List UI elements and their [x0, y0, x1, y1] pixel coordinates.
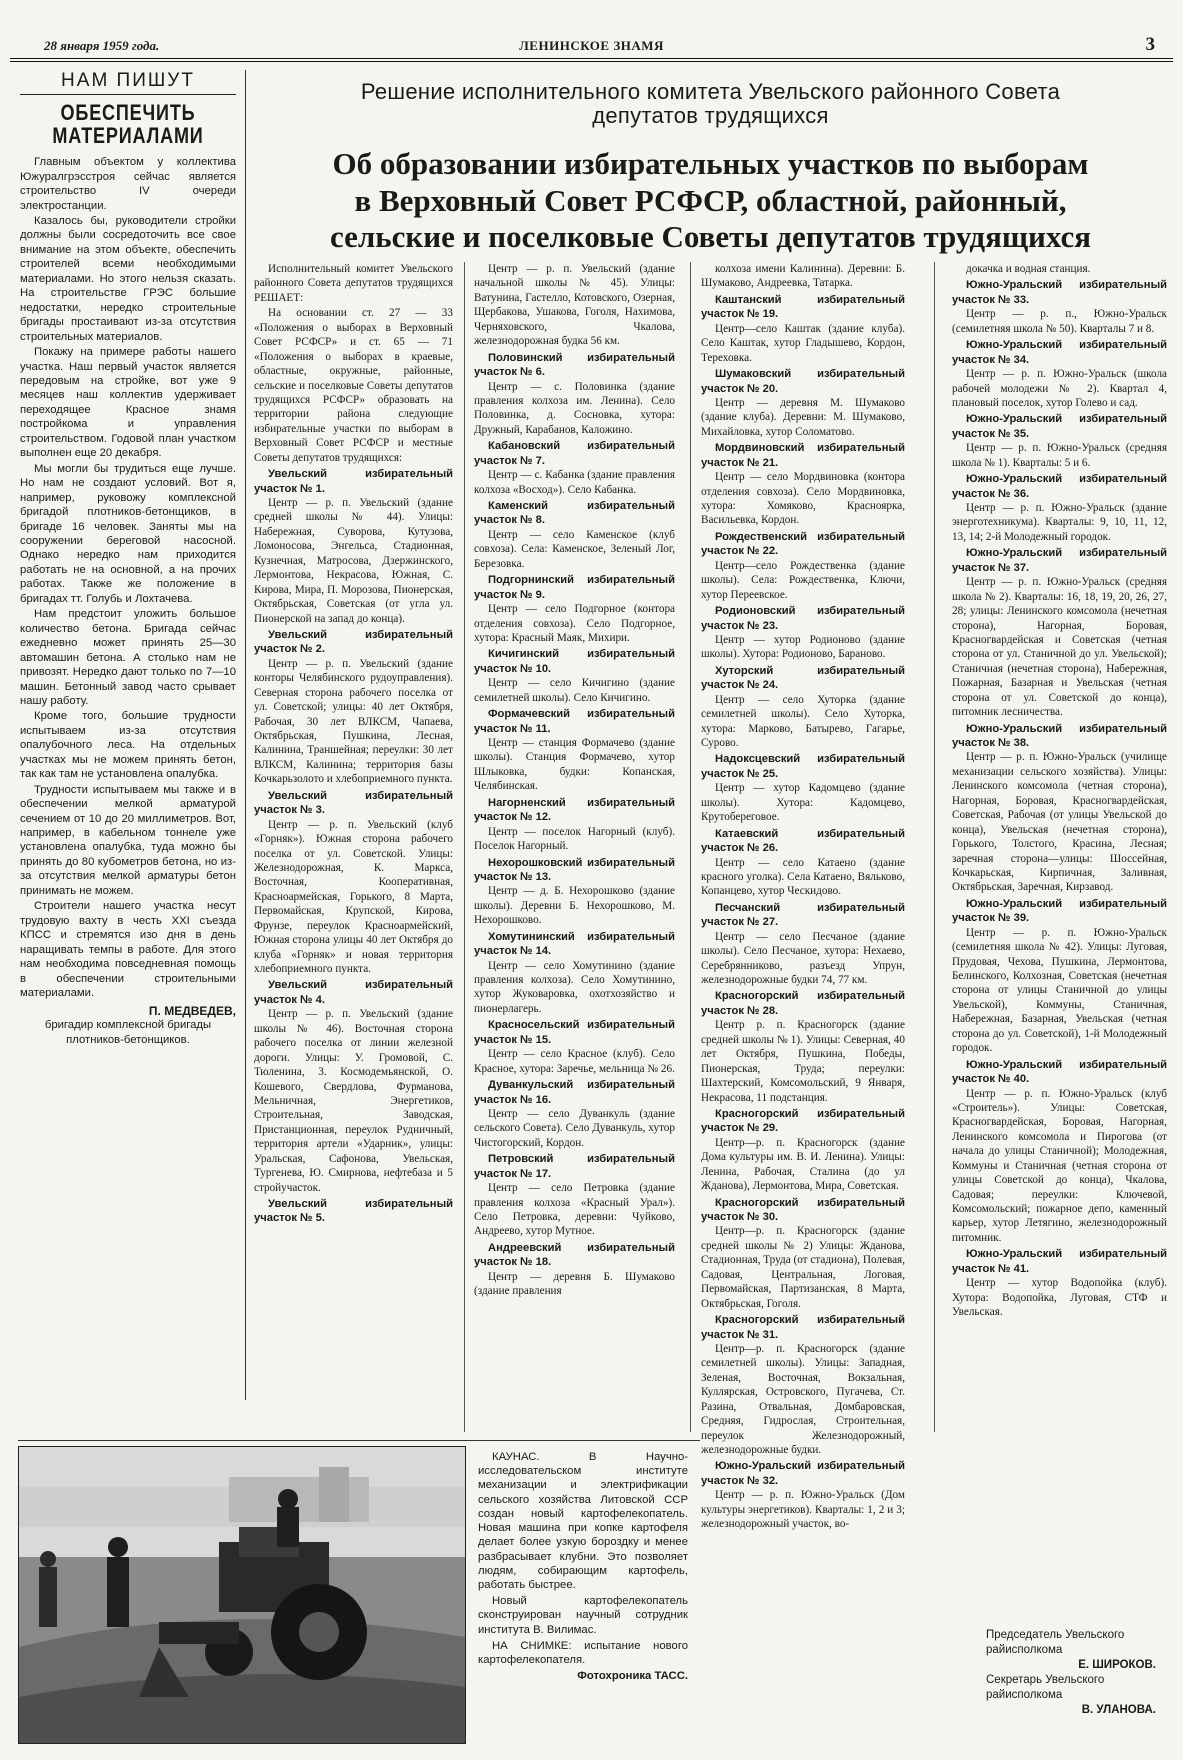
precinct-heading: Нехорошковский избирательный участок № 13.: [474, 856, 675, 883]
precinct-text: Центр — р. п. Южно-Уральск (семилетняя школа № 42). Улицы: Луговая, Прудовая, Чехова, Пушкина, Лермонтова, Белинского, Колхозная, Советская (нечетная сторона от улицы Станичной до улицы Увельской), Коммуны, Станичная, Набережная, Базарная, Увельская (четная сторона до ул. Советской), 1-й Молодежный городок.: [952, 926, 1167, 1055]
chair-name: Е. ШИРОКОВ.: [1078, 1658, 1156, 1671]
paragraph: Нам предстоит уложить большое количество бетона. Бригада сейчас ежедневно может принять 25—30 автомашин бетона. А столько нам не привозят. Нередко дают только по 7—10 машин. Бетонный завод часто срывает нашу работу.: [20, 608, 236, 707]
precinct-text: Центр — деревня М. Шумаково (здание клуба). Деревни: М. Шумаково, Михайловка, хутор Соломатово.: [701, 396, 905, 438]
title-line: сельские и поселковые Советы депутатов трудящихся: [329, 219, 1092, 255]
precinct-text: Центр — село Мордвиновка (контора отделения совхоза). Село Мордвиновка, хутора: Хомяково, Красноярка, Васильевка, Кордон.: [701, 471, 905, 527]
precinct-text: Центр—село Рождественка (здание школы). Села: Рождественка, Ключи, хутор Переевское.: [701, 559, 905, 601]
headline-line: МАТЕРИАЛАМИ: [52, 123, 204, 149]
precinct-text: Центр — р. п. Южно-Уральск (школа рабочей молодежи № 2). Квартал 4, плановый поселок, хутор Голево и сад.: [952, 368, 1167, 409]
precinct-heading: Катаевский избирательный участок № 26.: [701, 827, 905, 855]
precinct-heading: Красногорский избирательный участок № 30.: [701, 1196, 905, 1223]
photo-credit: Фотохроника ТАСС.: [577, 1670, 688, 1683]
precinct-heading: Южно-Уральский избирательный участок № 39.: [952, 897, 1167, 925]
decision-heading: [258, 80, 1163, 128]
paragraph: Мы могли бы трудиться еще лучше. Но нам не создают условий. Вот я, например, руковожу комплексной бригадой плотников-бетонщиков, в бригаде 16 человек. Заняты мы на сооружении береговой насосной. Однако нередко нам приходится работать не на основной, а на прочих работах. Также же положение в бригадах тт. Голубь и Лохтачева.: [20, 462, 236, 605]
precinct-heading: Каменский избирательный участок № 8.: [474, 500, 675, 527]
precinct-heading: Дуванкульский избирательный участок № 16.: [474, 1079, 675, 1106]
precinct-heading: Красногорский избирательный участок № 29.: [701, 1107, 905, 1135]
paragraph: Новый картофелекопатель сконструирован научный сотрудник института В. Вилимас.: [478, 1595, 688, 1636]
precinct-heading: Нагорненский избирательный участок № 12.: [474, 796, 675, 824]
precinct-heading: Южно-Уральский избирательный участок № 37.: [952, 547, 1167, 574]
decision-line: депутатов трудящихся: [592, 103, 829, 129]
precinct-heading: Южно-Уральский избирательный участок № 34.: [952, 339, 1167, 366]
title-line: Об образовании избирательных участков по выборам: [332, 146, 1089, 181]
paragraph: Казалось бы, руководители стройки должны были сосредоточить все свое внимание на этом объекте, обеспечить строителей всеми необходимыми материалами. Но этого нельзя сказать. На строительстве ГРЭС большие недостатки, нередко строительные бригады простаивают из-за отсутствия строительных материалов.: [20, 215, 236, 343]
precinct-heading: Половинский избирательный участок № 6.: [474, 351, 675, 379]
precinct-text: Центр — р. п. Увельский (здание начальной школы № 45). Улицы: Ватунина, Гастелло, Котовского, Озерная, Щербакова, Ушакова, Гоголя, Нахимова, Черняховского, Чкалова, железнодорожная будка 56 км.: [474, 263, 675, 348]
precinct-heading: Кичигинский избирательный участок № 10.: [474, 648, 675, 675]
column-divider: [464, 262, 465, 1432]
precinct-heading: Южно-Уральский избирательный участок № 36.: [952, 473, 1167, 500]
precinct-text: Центр — р. п. Южно-Уральск (училище механизации сельского хозяйства). Улицы: Ленинского комсомола (четная сторона), Нагорная, Боровая, Красногвардейская, Советская, Рабочая (от улицы Увельской до конца), Увельская (нечетная сторона), Горького, Толстого, Красина, Лесная; заречная сторона—улицы: Шоссейная, Кочкарьская, Кирпичная, Заливная, Октябрьская, Заречная, Кирзавод.: [952, 751, 1167, 894]
precinct-heading: Песчанский избирательный участок № 27.: [701, 901, 905, 929]
precinct-text: Центр — р. п. Увельский (здание конторы Челябинского рудоуправления). Северная сторона рабочего поселка от ул. Советской; улицы: 40 лет Октября, Рабочая, 30 лет ВЛКСМ, Чапаева, Октябрьская, Пушкина, Лесная, Калинина, Траншейная; переулки: 30 лет ВЛКСМ, Калинина; территория базы Кочкарьзолото и хлебоприемного пункта.: [254, 657, 453, 786]
precinct-text: Центр — д. Б. Нехорошково (здание школы). Деревни Б. Нехорошково, М. Нехорошково.: [474, 885, 675, 927]
paragraph: Главным объектом у коллектива Южуралгрэсстроя сейчас является строительство IV очереди электростанции.: [20, 156, 236, 212]
precinct-text: Центр — село Петровка (здание правления колхоза «Красный Урал»). Село Петровка, деревни: Чуйково, Андреево, хутор Мутное.: [474, 1182, 675, 1238]
precinct-text: На основании ст. 27 — 33 «Положения о выборах в Верховный Совет РСФСР» и ст. 65 — 71 «Положения о выборах в краевые, областные, окружные, районные, сельские и поселковые Советы депутатов трудящихся РСФСР» образовать на территории района следующие избирательные участки по выборам в Верховный Совет РСФСР и местные Советы депутатов трудящихся:: [254, 307, 453, 464]
precinct-text: докачка и водная станция.: [966, 263, 1091, 275]
column-divider: [934, 262, 935, 1432]
issue-date: 28 января 1959 года.: [44, 38, 160, 53]
precinct-text: Центр — р. п. Южно-Уральск (здание энерготехникума). Кварталы: 9, 10, 11, 12, 13, 14; 2-й Молодежный городок.: [952, 502, 1167, 543]
precinct-text: Центр — р. п., Южно-Уральск (семилетняя школа № 50). Кварталы 7 и 8.: [952, 308, 1167, 335]
precinct-heading: Увельский избирательный участок № 5.: [254, 1198, 453, 1225]
column-divider: [690, 262, 691, 1432]
rubric: НАМ ПИШУТ: [20, 70, 236, 95]
chair-title: Председатель Увельского райисполкома: [986, 1629, 1125, 1656]
precinct-text: Центр — село Песчаное (здание школы). Село Песчаное, хутора: Нехаево, Серебрянниково, разъезд Упрун, железнодорожные будки 74, 77 км.: [701, 930, 905, 986]
precinct-heading: Хомутининский избирательный участок № 14.: [474, 930, 675, 958]
precinct-heading: Подгорнинский избирательный участок № 9.: [474, 574, 675, 601]
masthead: [10, 36, 1173, 62]
precinct-text: Центр — село Дуванкуль (здание сельского Совета). Село Дуванкуль, хутор Чистогорский, Кордон.: [474, 1107, 675, 1149]
precinct-text: Центр—село Каштак (здание клуба). Село Каштак, хутор Гладышево, Кордон, Тереховка.: [701, 322, 905, 364]
precinct-heading: Хуторский избирательный участок № 24.: [701, 664, 905, 692]
precinct-text: Центр — р. п. Увельский (здание средней школы № 44). Улицы: Набережная, Суворова, Кутузова, Ломоносова, Энгельса, Стадионная, Кузнечная, Матросова, Дзержинского, Лермонтова, Некрасова, Южная, С. Кирова, Мира, П. Морозова, Пионерская, Октябрьская, Советская (от угла ул. Пионерской на запад до конца).: [254, 497, 453, 625]
precinct-text: Центр—р. п. Красногорск (здание средней школы № 2) Улицы: Жданова, Стадионная, Труда (от стадиона), Полевая, Садовая, Центральная, Логовая, Первомайская, Партизанская, 8 Марта, Октябрьская, Гоголя.: [701, 1225, 905, 1310]
page-number: 3: [1145, 34, 1155, 55]
precinct-text: Центр — хутор Водопойка (клуб). Хутора: Водопойка, Луговая, СТФ и Увельская.: [952, 1277, 1167, 1319]
precinct-text: Центр — село Катаено (здание красного уголка). Села Катаено, Вяльково, Копанцево, хутор Ческидово.: [701, 856, 905, 898]
precinct-text: Центр — село Подгорное (контора отделения совхоза). Село Подгорное, хутора: Красный Маяк, Михири.: [474, 603, 675, 644]
precinct-heading: Увельский избирательный участок № 1.: [254, 468, 453, 495]
left-article: [20, 70, 236, 1400]
precinct-heading: Красногорский избирательный участок № 28.: [701, 990, 905, 1017]
precinct-text: Центр — село Каменское (клуб совхоза). Села: Каменское, Зеленый Лог, Березовка.: [474, 528, 675, 570]
precinct-text: Центр — станция Формачево (здание школы). Станция Формачево, хутор Шлыковка, будки: Копанская, Челябинская.: [474, 737, 675, 793]
precinct-heading: Южно-Уральский избирательный участок № 33.: [952, 279, 1167, 306]
precinct-text: Центр—р. п. Красногорск (здание семилетней школы). Улицы: Западная, Зеленая, Восточная, Вокзальная, Куллярская, Островского, Пугачева, Ст. Разина, Отвальная, Домбаровская, Средняя, Гидрослая, Строительная, переулок Железнодорожный, железнодорожные будки.: [701, 1342, 905, 1456]
newspaper-title: ЛЕНИНСКОЕ ЗНАМЯ: [519, 38, 664, 53]
precinct-heading: Красногорский избирательный участок № 31.: [701, 1314, 905, 1341]
precinct-text: Центр — хутор Кадомцево (здание школы). Хутора: Кадомцево, Крутобереговое.: [701, 782, 905, 824]
precinct-heading: Увельский избирательный участок № 2.: [254, 628, 453, 656]
decision-line: Решение исполнительного комитета Увельского районного Совета: [360, 79, 1061, 104]
column-divider: [245, 70, 246, 1400]
photo-potato-digger: [18, 1446, 466, 1744]
precinct-text: Центр — хутор Родионово (здание школы). Хутора: Родионово, Бараново.: [701, 633, 905, 661]
article-signature: П. МЕДВЕДЕВ,: [148, 1004, 236, 1019]
decision-signatures: [986, 1628, 1156, 1718]
precinct-text: Центр — р. п. Южно-Уральск (клуб «Строитель»). Улицы: Советская, Красногвардейская, Боровая, Нагорная, Ленинского комсомола и Пирогова (от начала до улицы Станичной); Молодежная, Коммуны и Станичная (четная сторона от улицы Советской до конца), Чкалова, Садовая; переулки: Ключевой, Комсомольский; пожарное депо, каменный карьер, хутор Летягино, железнодорожный питомник.: [952, 1087, 1167, 1244]
precinct-text: Центр — с. Кабанка (здание правления колхоза «Восход»). Село Кабанка.: [474, 469, 675, 496]
text-column-2: [474, 262, 675, 1442]
precinct-text: Центр — село Красное (клуб). Село Красное, хутора: Заречье, мельница № 26.: [474, 1048, 675, 1075]
precinct-heading: Южно-Уральский избирательный участок № 32.: [701, 1460, 905, 1487]
precinct-text: Центр — р. п. Увельский (клуб «Горняк»). Южная сторона рабочего поселка от ул. Советской. Улицы: Железнодорожная, К. Маркса, Восточная, Кооперативная, Красноармейская, Горького, 8 Марта, Первомайская, Крупской, Кирова, Фрунзе, переулок Красноармейский, Южная сторона улицы 40 лет Октября до клуба «Горняк» и новая территория хлебоприемного пункта.: [254, 818, 453, 975]
secretary-title: Секретарь Увельского райисполкома: [986, 1673, 1105, 1701]
paragraph: Кроме того, большие трудности испытываем из-за отсутствия опалубочного леса. На отдельных участках мы не можем принять бетон, так как там не установлена опалубка.: [20, 710, 236, 781]
precinct-heading: Южно-Уральский избирательный участок № 38.: [952, 722, 1167, 749]
precinct-text: Центр — село Кичигино (здание семилетней школы). Село Кичигино.: [474, 677, 675, 704]
precinct-text: Центр — деревня Б. Шумаково (здание правления: [474, 1270, 675, 1298]
precinct-heading: Петровский избирательный участок № 17.: [474, 1153, 675, 1180]
precinct-text: Центр — р. п. Увельский (здание школы № 46). Восточная сторона рабочего поселка от линии железной дороги. Улицы: У. Громовой, С. Тюленина, 3. Космодемьянской, О. Кошевого, Свердлова, Фурманова, Мельничная, Энергетиков, Строительная, Заводская, Пристанционная, переулок Рудничный, территория артели «Ударник», улицы: Уральская, Сафонова, Увельская, Тургенева, Ю. Смирнова, нефтебаза и 5 стройучасток.: [254, 1008, 453, 1194]
precinct-heading: Родионовский избирательный участок № 23.: [701, 605, 905, 632]
precinct-heading: Кабановский избирательный участок № 7.: [474, 440, 675, 467]
precinct-text: Центр — поселок Нагорный (клуб). Поселок Нагорный.: [474, 825, 675, 853]
article-body: [20, 155, 236, 1000]
precinct-heading: Формачевский избирательный участок № 11.: [474, 708, 675, 735]
secretary-name: В. УЛАНОВА.: [1081, 1703, 1156, 1716]
photo-illustration: [19, 1447, 465, 1743]
paragraph: НА СНИМКЕ: испытание нового картофелекопателя.: [478, 1639, 688, 1667]
precinct-heading: Красносельский избирательный участок № 15.: [474, 1019, 675, 1046]
precinct-text: Центр р. п. Красногорск (здание средней школы № 1). Улицы: Северная, 40 лет Октября, Пушкина, Победы, Пионерская, Труда; переулки: Шахтерский, Комсомольский, 9 Января, Некрасова, 11 подстанция.: [701, 1019, 905, 1104]
precinct-heading: Мордвиновский избирательный участок № 21.: [701, 442, 905, 469]
precinct-text: Центр — с. Половинка (здание правления колхоза им. Ленина). Село Половинка, д. Сосновка, хутора: Дружный, Карабанов, Каложино.: [474, 380, 675, 436]
precinct-heading: Рождественский избирательный участок № 22.: [701, 530, 905, 558]
article-signature-role: бригадир комплексной бригады плотников-бетонщиков.: [44, 1019, 212, 1046]
precinct-text: колхоза имени Калинина). Деревни: Б. Шумаково, Андреевка, Татарка.: [701, 263, 905, 290]
caption-text: [478, 1450, 688, 1667]
paragraph: Покажу на примере работы нашего участка. Наш первый участок является передовым на стройке, вот уже 9 месяцев наш коллектив удерживает переходящее Красное знамя постройкома и управления строительством. Годовой план участком выполнен еще 20 декабря.: [20, 346, 236, 460]
text-column-3: [701, 262, 905, 1531]
paragraph: Трудности испытываем мы также и в обеспечении мелкой арматурой сечением от 10 до 20 миллиметров. Вот, например, в кабельном тоннеле уже установлена опалубка, туда можно бы принять до 80 кубометров бетона, но из-за отсутствия мелкой арматуры бетон принимать не можем.: [20, 783, 236, 897]
precinct-text: Исполнительный комитет Увельского районного Совета депутатов трудящихся РЕШАЕТ:: [254, 263, 453, 304]
precinct-heading: Увельский избирательный участок № 3.: [254, 789, 453, 817]
text-column-4: [952, 262, 1167, 1442]
precinct-heading: Южно-Уральский избирательный участок № 41.: [952, 1248, 1167, 1275]
paragraph: КАУНАС. В Научно-исследовательском институте механизации и электрификации сельского хозяйства Литовской ССР создан новый картофелекопатель. Новая машина при копке картофеля делает более узкую бороздку и менее разбрасывает клубни. Это позволяет людям, собирающим картофель, работать быстрее.: [478, 1451, 688, 1591]
precinct-text: Центр—р. п. Красногорск (здание Дома культуры им. В. И. Ленина). Улицы: Ленина, Рабочая, Сталина (до ул Жданова), Лермонтова, Мира, Советская.: [701, 1136, 905, 1193]
paragraph: Строители нашего участка несут трудовую вахту в честь XXI съезда КПСС и стремятся изо дня в день наращивать темпы в работе. Для этого нам необходима повседневная помощь в обеспечении строительными материалами.: [20, 900, 236, 1000]
section-divider: [18, 1440, 700, 1441]
precinct-text: Центр — р. п. Южно-Уральск (Дом культуры энергетиков). Кварталы: 1, 2 и 3; железнодорожный участок, во-: [701, 1489, 905, 1531]
precinct-heading: Шумаковский избирательный участок № 20.: [701, 368, 905, 395]
text-column-1: [254, 262, 453, 1442]
article-headline: [39, 101, 216, 147]
photo-caption: [478, 1450, 688, 1686]
title-line: в Верховный Совет РСФСР, областной, районный,: [354, 182, 1067, 218]
precinct-heading: Андреевский избирательный участок № 18.: [474, 1241, 675, 1269]
precinct-text: Центр — село Хомутинино (здание правления колхоза). Село Хомутинино, хутор Жуковаровка, охотхозяйство и пионерлагерь.: [474, 959, 675, 1015]
precinct-heading: Южно-Уральский избирательный участок № 35.: [952, 413, 1167, 440]
precinct-text: Центр — село Хуторка (здание семилетней школы). Село Хуторка, хутора: Марково, Батырево, Гагарье, Сурово.: [701, 693, 905, 749]
precinct-text: Центр — р. п. Южно-Уральск (средняя школа № 2). Кварталы: 16, 18, 19, 20, 26, 27, 28; улицы: Ленинского комсомола (нечетная сторона), Нагорная, Боровая, Красногвардейская и Советская (четная сторона от ул. Станичной до ул. Увельской); Станичная (нечетная сторона), Набережная, Пожарная, Базарная и Увельская (четная сторона от ул. Советской до конца), питомник лесничества.: [952, 576, 1167, 719]
precinct-heading: Надоксцевский избирательный участок № 25.: [701, 753, 905, 780]
precinct-text: Центр — р. п. Южно-Уральск (средняя школа № 1). Кварталы: 5 и 6.: [952, 442, 1167, 469]
precinct-heading: Увельский избирательный участок № 4.: [254, 979, 453, 1006]
headline-line: ОБЕСПЕЧИТЬ: [60, 100, 196, 125]
main-title: [258, 146, 1163, 256]
precinct-heading: Каштанский избирательный участок № 19.: [701, 293, 905, 321]
precinct-heading: Южно-Уральский избирательный участок № 40.: [952, 1058, 1167, 1086]
